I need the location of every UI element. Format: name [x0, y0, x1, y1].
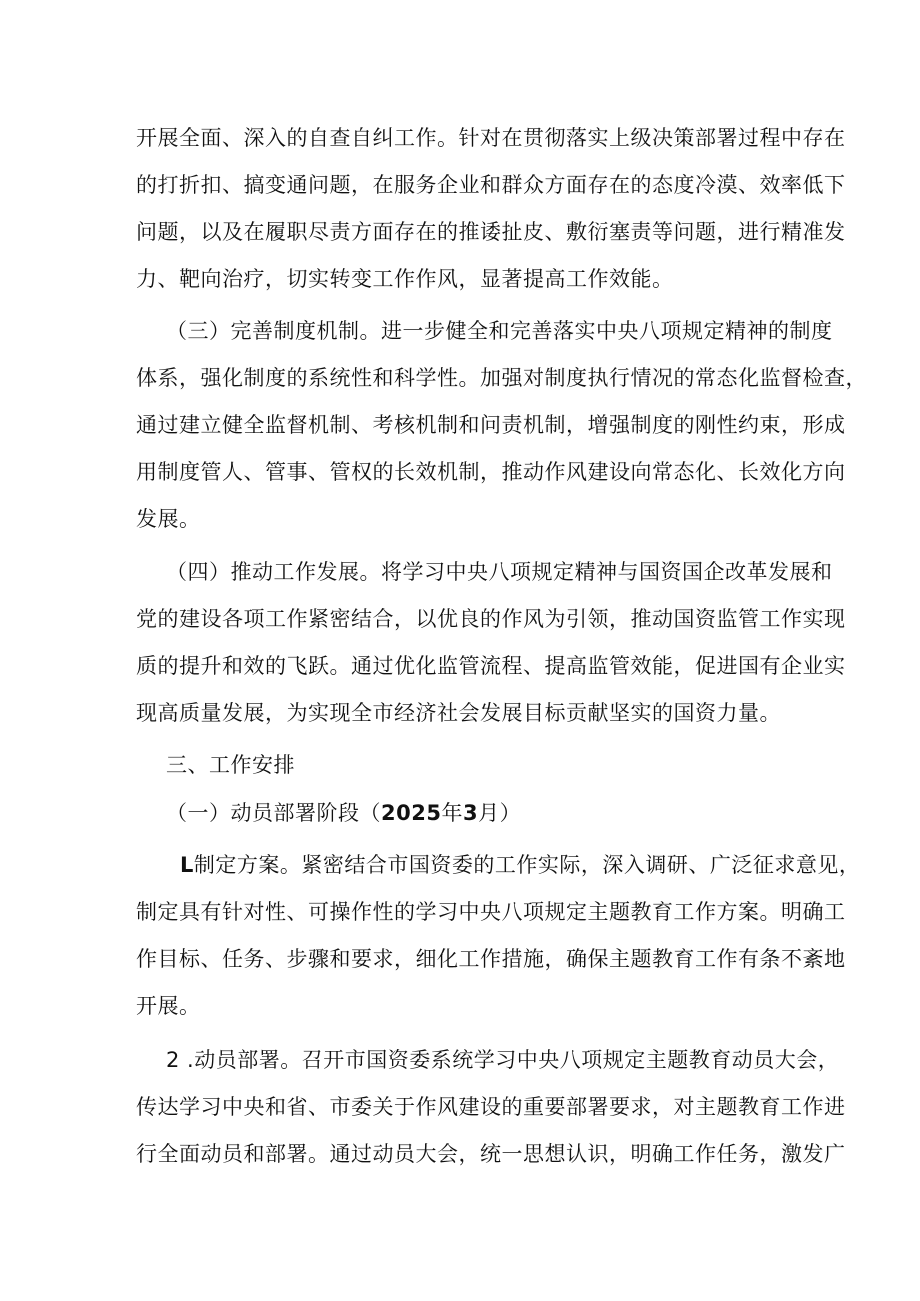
- para2-line-4: 用制度管人、管事、管权的长效机制，推动作风建设向常态化、长效化方向: [136, 460, 846, 484]
- para1-line-4: 力、靶向治疗，切实转变工作作风，显著提高工作效能。: [136, 267, 674, 291]
- item2-line-1: 2 .动员部署。召开市国资委系统学习中央八项规定主题教育动员大会，: [166, 1048, 840, 1072]
- para1-line-3: 问题，以及在履职尽责方面存在的推诿扯皮、敷衍塞责等问题，进行精准发: [136, 220, 846, 244]
- sub-heading: [166, 799, 521, 827]
- para3-line-3: 质的提升和效的飞跃。通过优化监管流程、提高监管效能，促进国有企业实: [136, 654, 846, 678]
- para2-line-1: （三）完善制度机制。进一步健全和完善落实中央八项规定精神的制度: [166, 319, 833, 343]
- sub-heading-year: 2025: [381, 801, 442, 825]
- sub-heading-year-char: 年: [441, 801, 463, 825]
- para3-line-2: 党的建设各项工作紧密结合，以优良的作风为引领，推动国资监管工作实现: [136, 607, 846, 631]
- para3-line-4: 现高质量发展，为实现全市经济社会发展目标贡献坚实的国资力量。: [136, 701, 781, 725]
- item1-marker: L: [180, 853, 194, 877]
- para1-line-1: 开展全面、深入的自查自纠工作。针对在贯彻落实上级决策部署过程中存在: [136, 126, 846, 150]
- item2-line-2: 传达学习中央和省、市委关于作风建设的重要部署要求，对主题教育工作进: [136, 1095, 846, 1119]
- para1-line-2: 的打折扣、搞变通问题，在服务企业和群众方面存在的态度冷漠、效率低下: [136, 173, 846, 197]
- para2-line-5: 发展。: [136, 507, 201, 531]
- section-heading: 三、工作安排: [166, 753, 295, 777]
- item2-line-3: 行全面动员和部署。通过动员大会，统一思想认识，明确工作任务，激发广: [136, 1142, 846, 1166]
- sub-heading-month: 3: [462, 801, 479, 825]
- sub-heading-prefix: （一）动员部署阶段（: [166, 801, 381, 825]
- item1-line-3: 作目标、任务、步骤和要求，细化工作措施，确保主题教育工作有条不紊地: [136, 947, 846, 971]
- sub-heading-suffix: 月）: [478, 801, 522, 825]
- para2-line-2: 体系，强化制度的系统性和科学性。加强对制度执行情况的常态化监督检查，: [136, 366, 867, 390]
- item1-line-4: 开展。: [136, 994, 201, 1018]
- item1-line-2: 制定具有针对性、可操作性的学习中央八项规定主题教育工作方案。明确工: [136, 900, 846, 924]
- item1-line-1: [180, 851, 860, 879]
- item1-line-1-text: 制定方案。紧密结合市国资委的工作实际，深入调研、广泛征求意见，: [193, 853, 861, 877]
- para3-line-1: （四）推动工作发展。将学习中央八项规定精神与国资国企改革发展和: [166, 560, 833, 584]
- para2-line-3: 通过建立健全监督机制、考核机制和问责机制，增强制度的刚性约束，形成: [136, 413, 846, 437]
